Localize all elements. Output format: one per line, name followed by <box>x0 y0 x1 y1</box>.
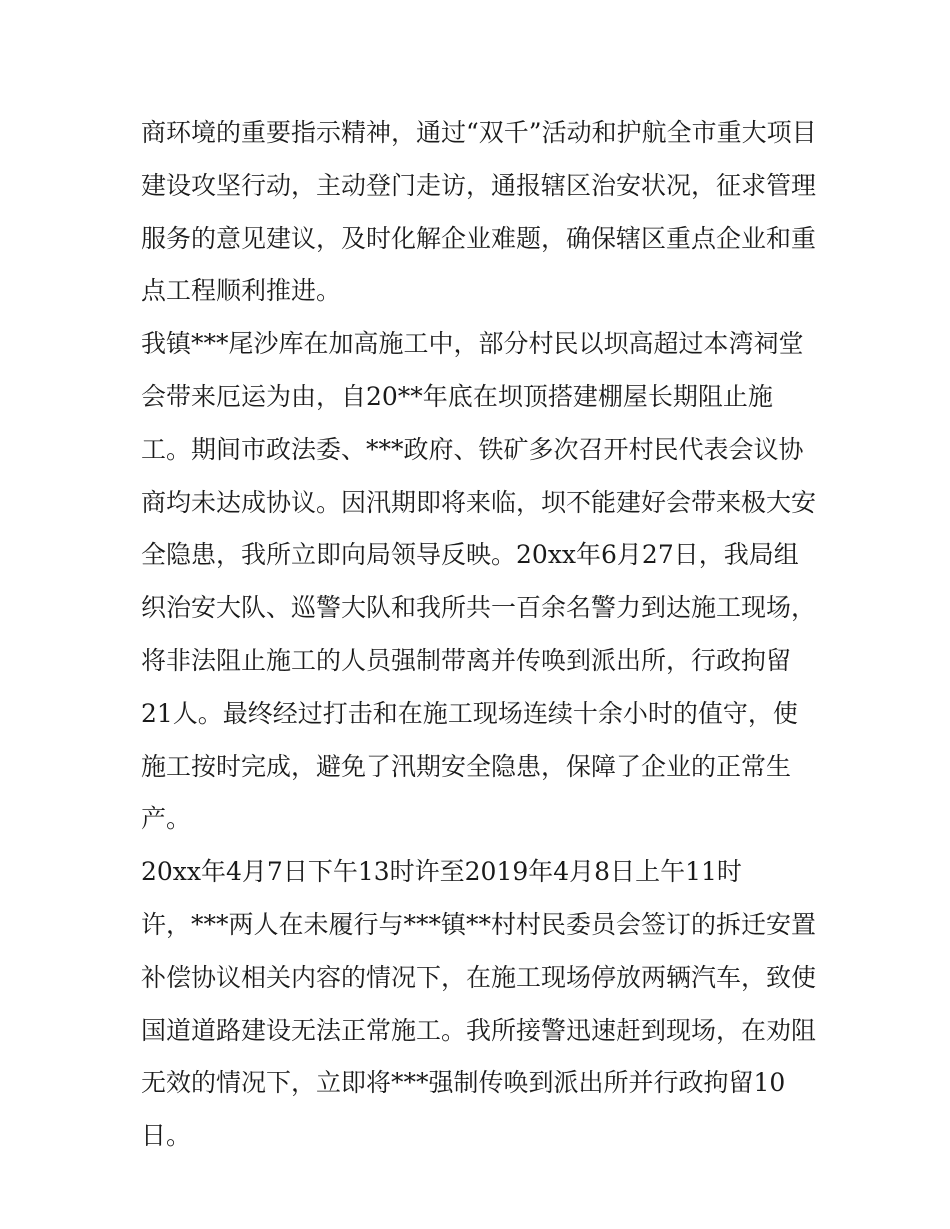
text-line: 点工程顺利推进。 <box>141 276 342 306</box>
paragraph-continuation <box>141 107 841 318</box>
text-line: 国道道路建设无法正常施工。我所接警迅速赶到现场，在劝阻 <box>141 1015 817 1045</box>
text-line: 全隐患，我所立即向局领导反映。20xx年6月27日，我局组 <box>141 540 799 570</box>
text-line: 日。 <box>141 1121 192 1151</box>
text-line: 会带来厄运为由，自20**年底在坝顶搭建棚屋长期阻止施 <box>141 381 773 411</box>
paragraph-tailings-dam-case <box>141 318 841 846</box>
text-line: 将非法阻止施工的人员强制带离并传唤到派出所，行政拘留 <box>141 645 792 675</box>
document-body <box>141 107 841 1163</box>
text-line: 工。期间市政法委、***政府、铁矿多次召开村民代表会议协 <box>141 434 804 464</box>
text-line: 补偿协议相关内容的情况下，在施工现场停放两辆汽车，致使 <box>141 962 817 992</box>
text-line: 施工按时完成，避免了汛期安全隐患，保障了企业的正常生 <box>141 751 792 781</box>
text-line: 21人。最终经过打击和在施工现场连续十余小时的值守，使 <box>141 698 798 728</box>
text-line: 20xx年4月7日下午13时许至2019年4月8日上午11时 <box>141 857 742 887</box>
text-line: 服务的意见建议，及时化解企业难题，确保辖区重点企业和重 <box>141 223 817 253</box>
text-line: 无效的情况下，立即将***强制传唤到派出所并行政拘留10 <box>141 1068 786 1098</box>
paragraph-road-construction-case <box>141 846 841 1163</box>
text-line: 商均未达成协议。因汛期即将来临，坝不能建好会带来极大安 <box>141 487 817 517</box>
text-line: 商环境的重要指示精神，通过“双千”活动和护航全市重大项目 <box>141 118 817 147</box>
text-line: 许，***两人在未履行与***镇**村村民委员会签订的拆迁安置 <box>141 909 817 939</box>
text-line: 我镇***尾沙库在加高施工中，部分村民以坝高超过本湾祠堂 <box>141 329 804 359</box>
text-line: 建设攻坚行动，主动登门走访，通报辖区治安状况，征求管理 <box>141 170 817 200</box>
text-line: 织治安大队、巡警大队和我所共一百余名警力到达施工现场， <box>141 593 817 623</box>
text-line: 产。 <box>141 804 192 834</box>
